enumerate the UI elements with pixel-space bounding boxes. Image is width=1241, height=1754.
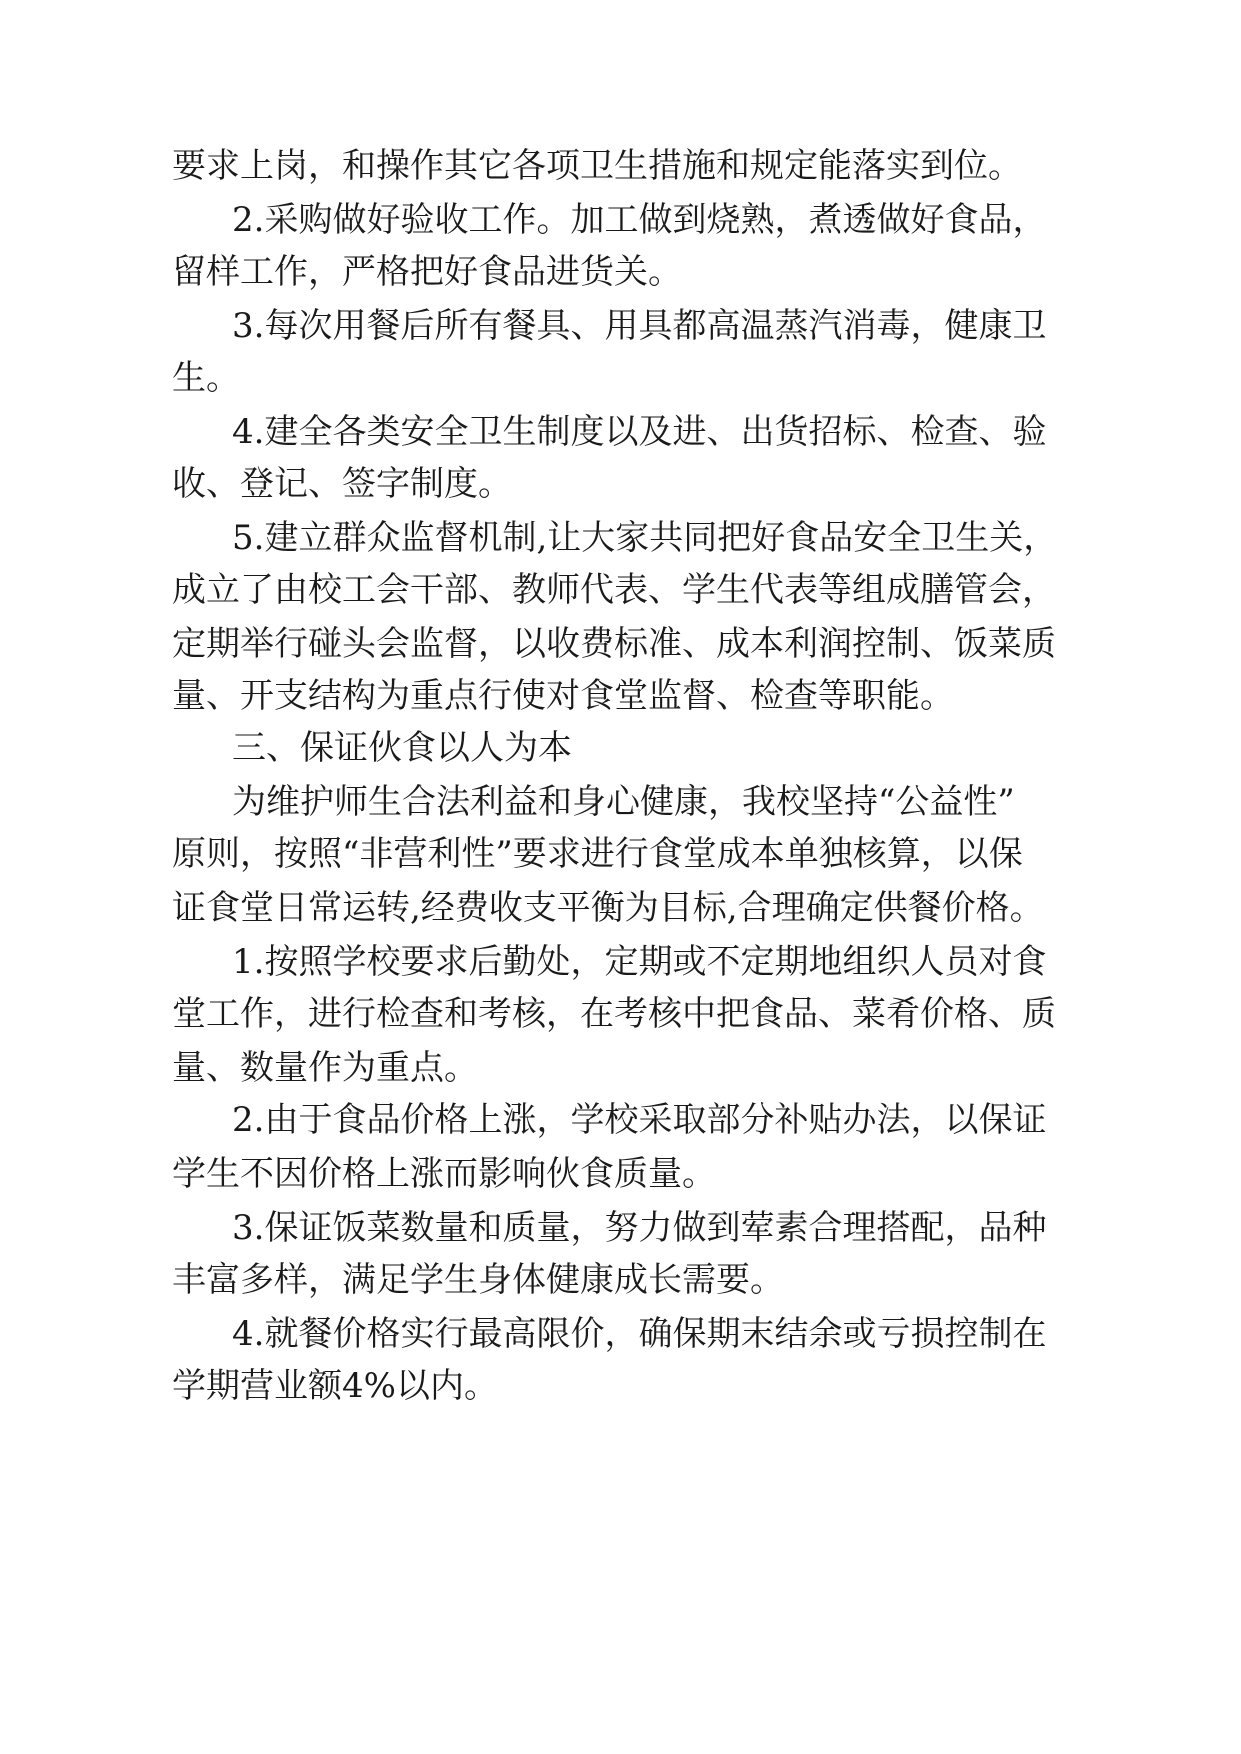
line-text: 1.按照学校要求后勤处，定期或不定期地组织人员对食: [232, 942, 1047, 982]
line-text: 要求上岗，和操作其它各项卫生措施和规定能落实到位。: [172, 146, 1022, 186]
text-line: [0, 880, 1241, 936]
line-text: 三、保证伙食以人为本: [232, 728, 572, 768]
section-heading: [0, 720, 1241, 776]
text-line: [0, 404, 1241, 460]
line-text: 量、开支结构为重点行使对食堂监督、检查等职能。: [172, 676, 954, 716]
line-text: 2.由于食品价格上涨，学校采取部分补贴办法，以保证: [232, 1100, 1047, 1140]
text-line: [0, 668, 1241, 724]
text-line: [0, 826, 1241, 882]
line-text: 5.建立群众监督机制,让大家共同把好食品安全卫生关，: [232, 518, 1058, 558]
line-text: 4.建全各类安全卫生制度以及进、出货招标、检查、验: [232, 412, 1047, 452]
line-text: 丰富多样，满足学生身体健康成长需要。: [172, 1260, 784, 1300]
text-line: [0, 298, 1241, 354]
text-line: [0, 510, 1241, 566]
line-text: 证食堂日常运转,经费收支平衡为目标,合理确定供餐价格。: [172, 888, 1044, 928]
line-text: 3.保证饭菜数量和质量，努力做到荤素合理搭配，品种: [232, 1208, 1047, 1248]
line-text: 4.就餐价格实行最高限价，确保期末结余或亏损控制在: [232, 1314, 1047, 1354]
line-text: 定期举行碰头会监督，以收费标准、成本利润控制、饭菜质: [172, 624, 1056, 664]
text-line: [0, 1358, 1241, 1414]
line-text: 原则，按照“非营利性”要求进行食堂成本单独核算，以保: [172, 834, 1023, 874]
line-text: 堂工作，进行检查和考核，在考核中把食品、菜肴价格、质: [172, 994, 1056, 1034]
line-text: 3.每次用餐后所有餐具、用具都高温蒸汽消毒，健康卫: [232, 306, 1047, 346]
line-text: 2.采购做好验收工作。加工做到烧熟，煮透做好食品，: [232, 200, 1047, 240]
text-line: [0, 1092, 1241, 1148]
line-text: 学生不因价格上涨而影响伙食质量。: [172, 1154, 716, 1194]
line-text: 学期营业额4%以内。: [172, 1366, 498, 1406]
text-line: [0, 774, 1241, 830]
text-line: [0, 562, 1241, 618]
line-text: 留样工作，严格把好食品进货关。: [172, 252, 682, 292]
line-text: 收、登记、签字制度。: [172, 464, 512, 504]
text-line: [0, 1146, 1241, 1202]
text-line: [0, 192, 1241, 248]
line-text: 成立了由校工会干部、教师代表、学生代表等组成膳管会，: [172, 570, 1056, 610]
line-text: 为维护师生合法利益和身心健康，我校坚持“公益性”: [232, 782, 1015, 822]
text-line: [0, 616, 1241, 672]
text-line: [0, 1252, 1241, 1308]
text-line: [0, 456, 1241, 512]
text-line: [0, 1306, 1241, 1362]
text-line: [0, 244, 1241, 300]
line-text: 生。: [172, 358, 240, 398]
text-line: [0, 138, 1241, 194]
text-line: [0, 1200, 1241, 1256]
line-text: 量、数量作为重点。: [172, 1048, 478, 1088]
text-line: [0, 350, 1241, 406]
text-line: [0, 1040, 1241, 1096]
text-line: [0, 934, 1241, 990]
text-line: [0, 986, 1241, 1042]
